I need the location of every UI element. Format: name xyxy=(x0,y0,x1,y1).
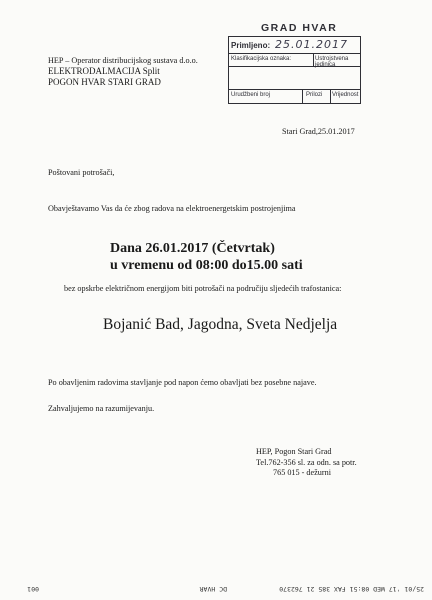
stamp-city: GRAD HVAR xyxy=(261,22,338,34)
sender-company: HEP – Operator distribucijskog sustava d.o.o. xyxy=(48,56,198,65)
outage-time: u vremenu od 08:00 do15.00 sati xyxy=(110,258,303,273)
fax-header-transmission: 25/01 '17 WED 08:51 FAX 385 21 762370 xyxy=(279,585,424,593)
stamp-registry-label: Urudžbeni broj xyxy=(231,92,271,98)
place-date: Stari Grad,25.01.2017 xyxy=(282,127,355,136)
signature-phone: Tel.762-356 sl. za odn. sa potr. xyxy=(256,457,357,467)
closing-thanks: Zahvaljujemo na razumijevanju. xyxy=(48,404,155,413)
fax-header-station: DC HVAR xyxy=(199,585,227,593)
stamp-received-date: 25.01.2017 xyxy=(275,38,348,51)
outage-text: bez opskrbe električnom energijom biti potrošači na područiju sljedećih trafostanica: xyxy=(64,284,342,293)
stamp-received-label: Primljeno: xyxy=(231,41,271,50)
stamp-org-unit-label: Ustrojstvena jedinica xyxy=(315,56,349,68)
fax-header-page: 001 xyxy=(27,585,39,593)
outage-date: Dana 26.01.2017 (Četvrtak) xyxy=(110,241,275,256)
signature-office: HEP, Pogon Stari Grad xyxy=(256,447,332,456)
fax-header xyxy=(0,583,432,595)
intro-paragraph: Obavještavamo Vas da će zbog radova na elektroenergetskim postrojenjima xyxy=(48,204,296,213)
greeting: Poštovani potrošači, xyxy=(48,168,115,177)
sender-block xyxy=(48,55,198,88)
stamp-value-label: Vrijednost xyxy=(332,92,359,98)
stamp-attachments-label: Prilozi xyxy=(306,92,323,98)
signature-duty-phone: 765 015 - dežurni xyxy=(273,468,331,477)
signature-block xyxy=(256,447,357,479)
sender-unit: POGON HVAR STARI GRAD xyxy=(48,77,161,87)
stamp-grid xyxy=(228,36,361,104)
restore-notice: Po obavljenim radovima stavljanje pod napon ćemo obavljati bez posebne najave. xyxy=(48,378,317,387)
registry-stamp xyxy=(228,22,365,107)
affected-stations: Bojanić Bad, Jagodna, Sveta Nedjelja xyxy=(103,316,338,333)
sender-division: ELEKTRODALMACIJA Split xyxy=(48,66,160,76)
outage-headline xyxy=(110,240,303,274)
stamp-classification-label: Klasifikacijska oznaka: xyxy=(231,56,292,62)
